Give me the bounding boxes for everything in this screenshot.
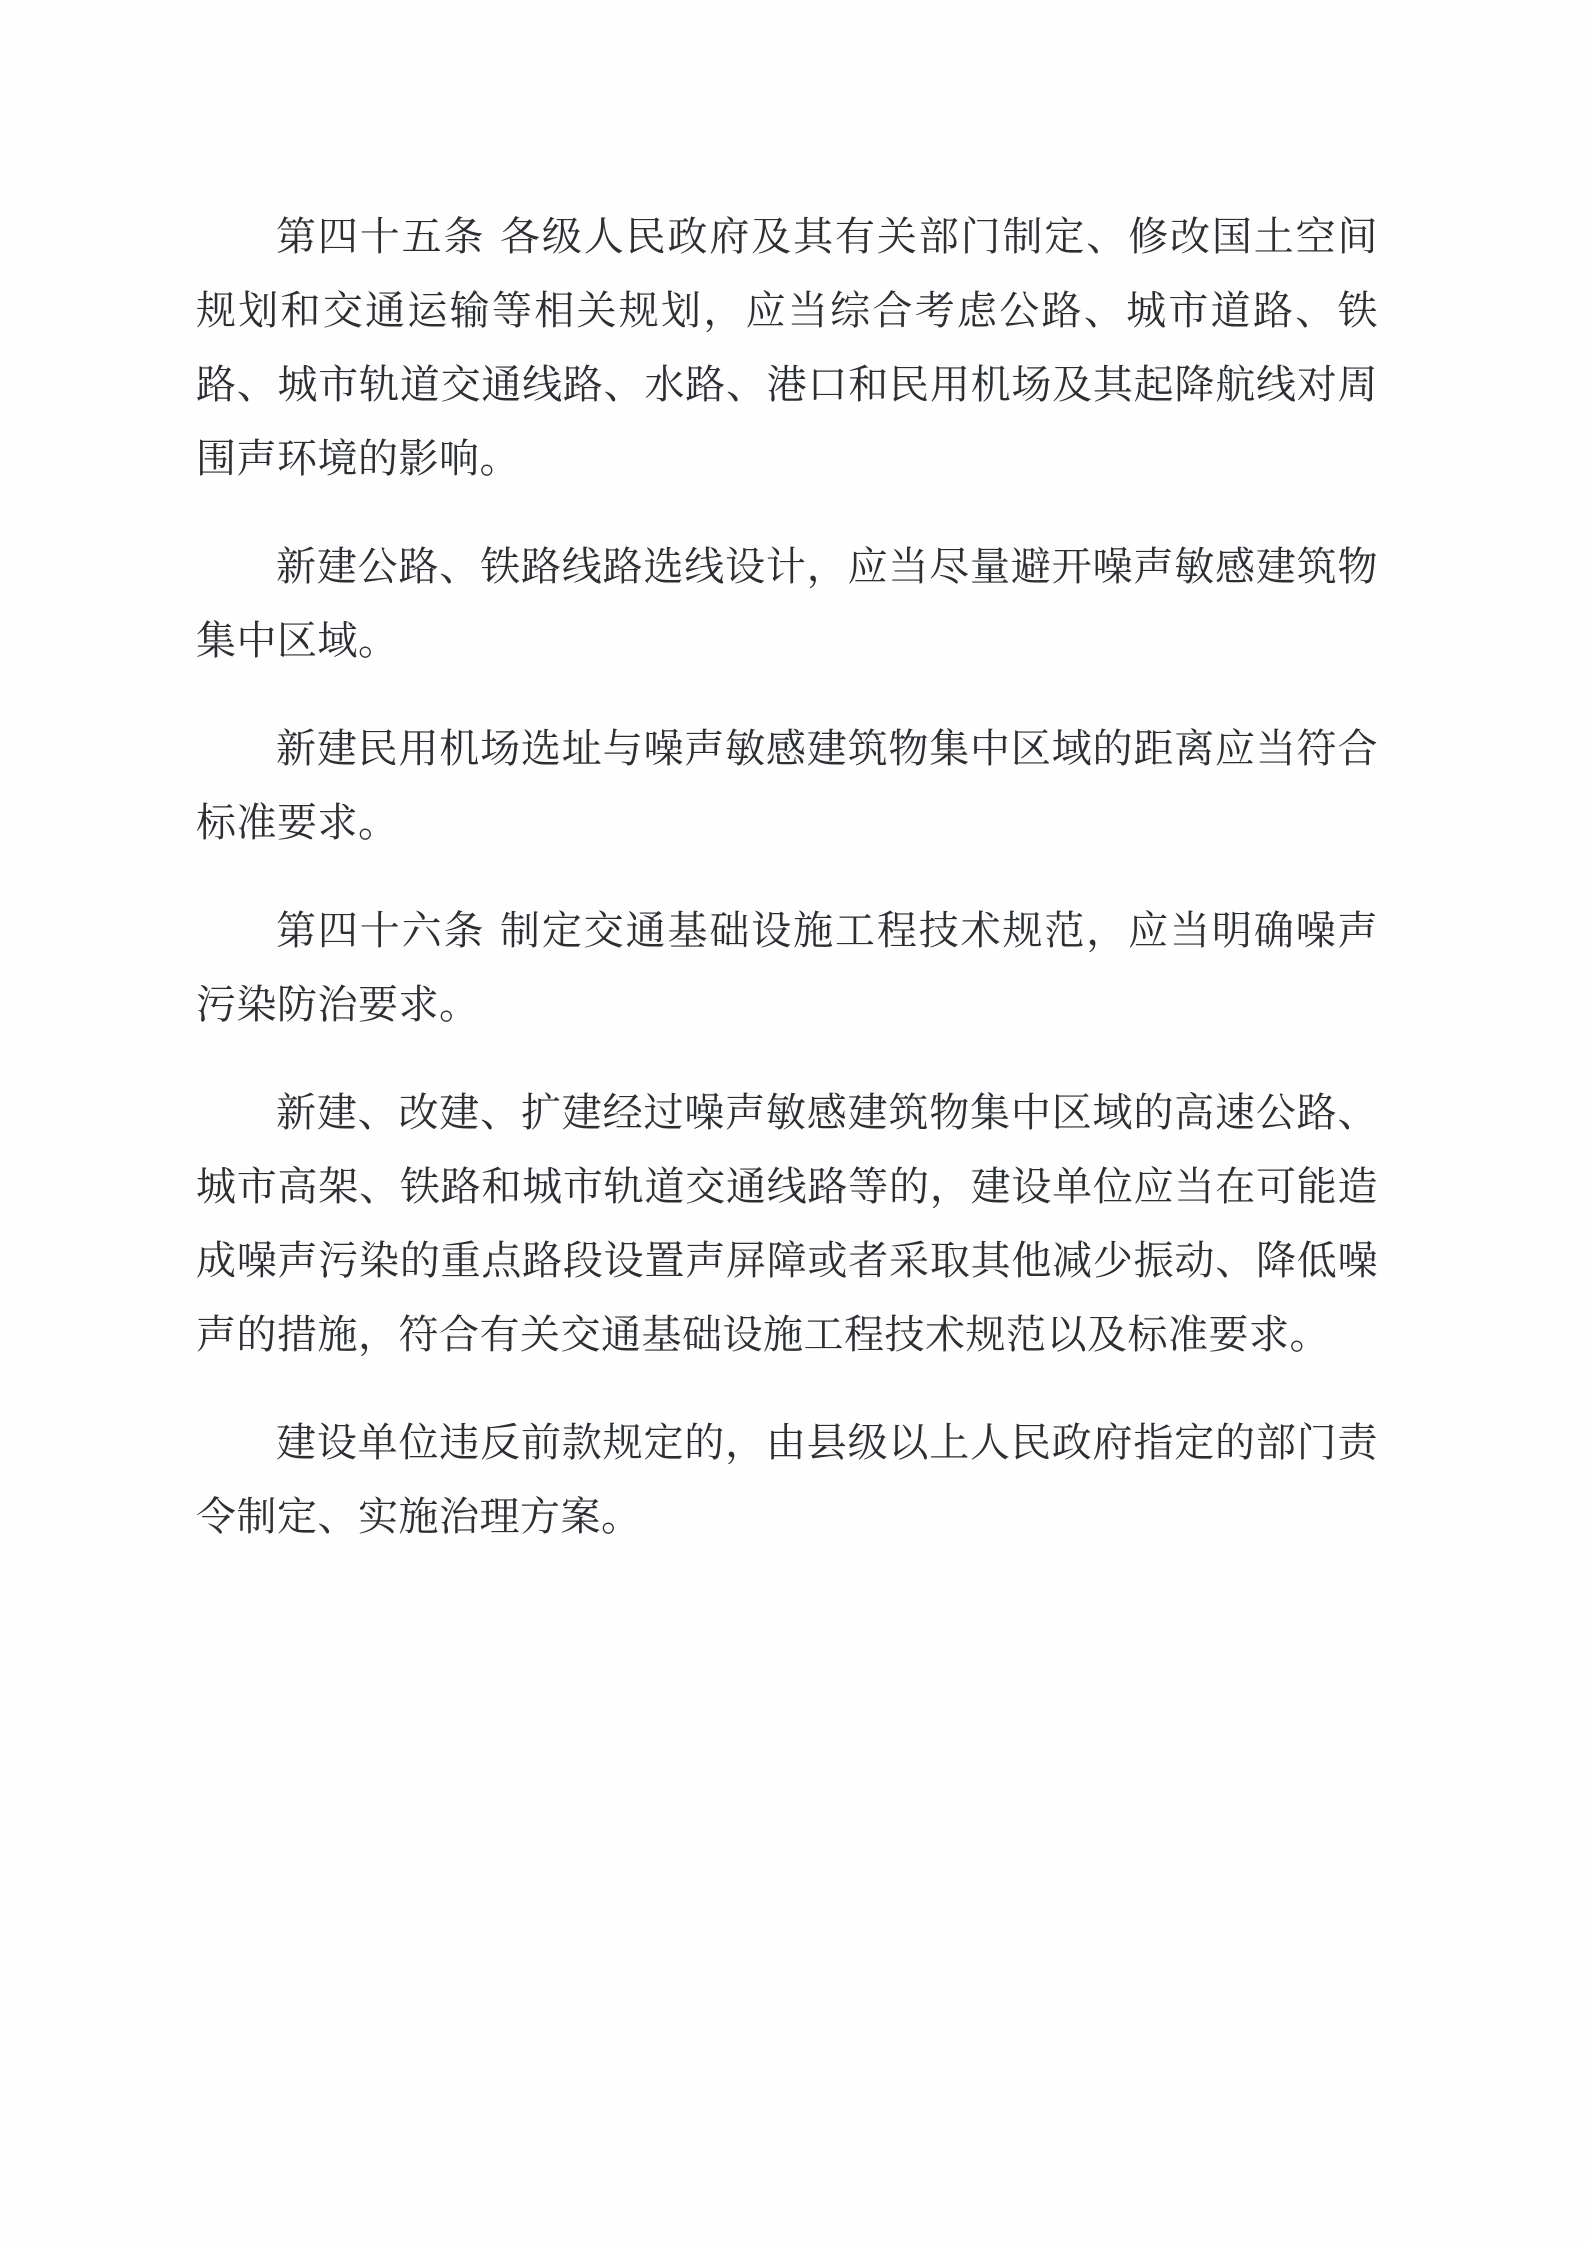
paragraph-article-45: 第四十五条 各级人民政府及其有关部门制定、修改国土空间规划和交通运输等相关规划，应当综合考虑公路、城市道路、铁路、城市轨道交通线路、水路、港口和民用机场及其起降航线对周围声环境的影响。	[196, 214, 1378, 482]
document-body	[196, 200, 1378, 1554]
paragraph-airport-siting: 新建民用机场选址与噪声敏感建筑物集中区域的距离应当符合标准要求。	[196, 726, 1378, 846]
paragraph-construction-requirements: 新建、改建、扩建经过噪声敏感建筑物集中区域的高速公路、城市高架、铁路和城市轨道交通线路等的，建设单位应当在可能造成噪声污染的重点路段设置声屏障或者采取其他减少振动、降低噪声的措施，符合有关交通基础设施工程技术规范以及标准要求。	[196, 1090, 1378, 1358]
paragraph-highway-railway-routing: 新建公路、铁路线路选线设计，应当尽量避开噪声敏感建筑物集中区域。	[196, 544, 1378, 664]
paragraph-article-46: 第四十六条 制定交通基础设施工程技术规范，应当明确噪声污染防治要求。	[196, 908, 1378, 1028]
paragraph-violation-consequences: 建设单位违反前款规定的，由县级以上人民政府指定的部门责令制定、实施治理方案。	[196, 1420, 1378, 1540]
